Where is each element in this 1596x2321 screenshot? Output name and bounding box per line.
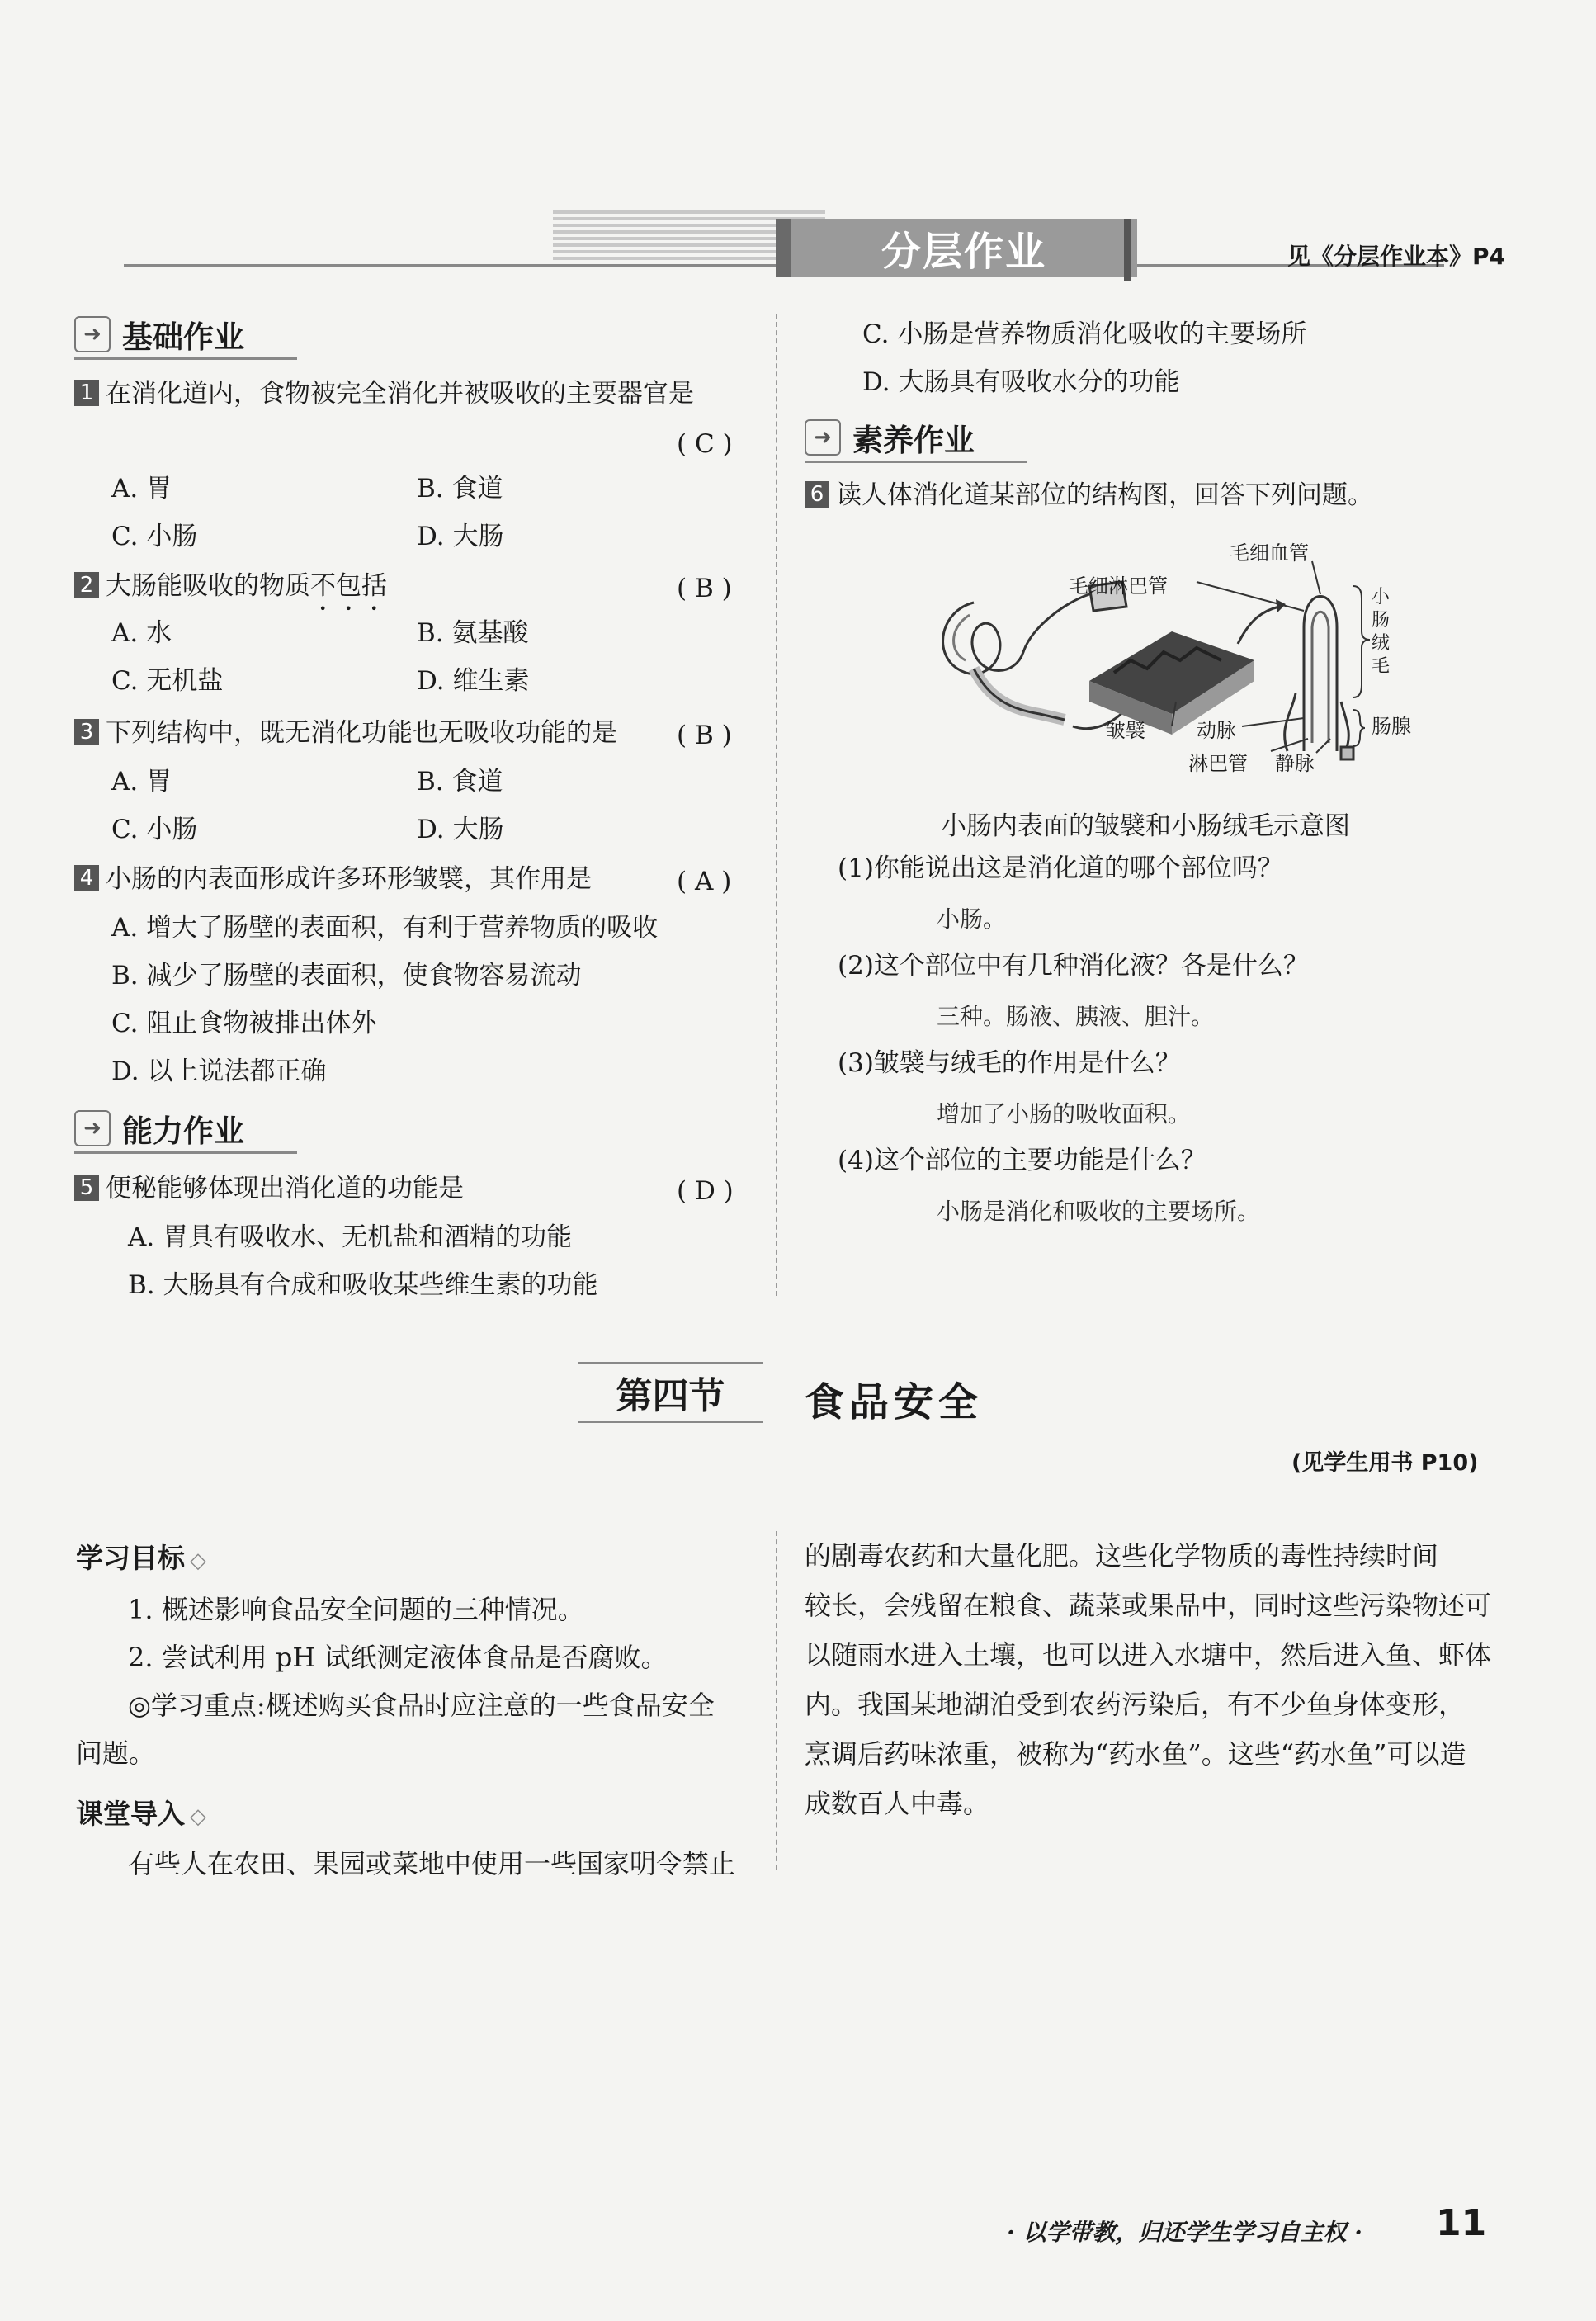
- question-2: 2 大肠能吸收的物质不包括: [74, 568, 387, 617]
- page-number: 11: [1436, 2202, 1487, 2244]
- answer-4: ( A ): [677, 867, 732, 896]
- answer-5: ( D ): [677, 1176, 734, 1206]
- banner-bar: [1124, 219, 1131, 281]
- option: B. 食道: [417, 474, 503, 503]
- lesson-ref: (见学生用书 P10): [1291, 1450, 1479, 1476]
- option: A. 增大了肠壁的表面积，有利于营养物质的吸收: [111, 913, 659, 943]
- lesson-divider: [776, 1531, 777, 1870]
- option: C. 阻止食物被排出体外: [111, 1009, 377, 1038]
- option: C. 小肠: [111, 815, 198, 844]
- answer-3: ( B ): [677, 721, 732, 750]
- subq-1-answer: 小肠。: [937, 905, 1007, 933]
- option: D. 维生素: [417, 666, 530, 696]
- label-fold: 皱襞: [1106, 719, 1145, 742]
- goals-heading: 学习目标 ◇: [76, 1542, 206, 1574]
- answer-1: ( C ): [677, 429, 733, 459]
- banner: [124, 186, 1506, 285]
- subq-4: (4)这个部位的主要功能是什么？: [838, 1146, 1206, 1175]
- option: D. 大肠具有吸收水分的功能: [862, 367, 1180, 397]
- intestine-figure: [924, 537, 1411, 776]
- option: D. 大肠: [417, 815, 504, 844]
- option: A. 胃: [111, 474, 172, 503]
- option: C. 无机盐: [111, 666, 224, 696]
- subq-1: (1)你能说出这是消化道的哪个部位吗？: [838, 853, 1283, 883]
- arrow-2: [1238, 607, 1279, 644]
- subq-3: (3)皱襞与绒毛的作用是什么？: [838, 1048, 1181, 1078]
- gland-brace: [1353, 710, 1365, 746]
- label-capillary: 毛细血管: [1230, 541, 1309, 565]
- section-basic: ➜ 基础作业: [74, 314, 322, 355]
- subq-4-answer: 小肠是消化和吸收的主要场所。: [937, 1198, 1261, 1225]
- label-villus: 小 肠 绒 毛: [1372, 587, 1391, 677]
- option: B. 大肠具有合成和吸收某些维生素的功能: [128, 1270, 598, 1300]
- answer-2: ( B ): [677, 574, 732, 603]
- focus-line-2: 问题。: [76, 1737, 156, 1769]
- label-artery: 动脉: [1197, 719, 1236, 742]
- villus-brace: [1353, 586, 1370, 697]
- lesson-section: 第四节: [578, 1362, 763, 1423]
- label-gland: 肠腺: [1372, 715, 1411, 738]
- label-vein: 静脉: [1275, 752, 1315, 775]
- option: A. 胃具有吸收水、无机盐和酒精的功能: [128, 1222, 573, 1252]
- intro-right: 的剧毒农药和大量化肥。这些化学物质的毒性持续时间 较长，会残留在粮食、蔬菜或果品中，同时这些污染物还可 以随雨水进入土壤，也可以进入水塘中，然后进入鱼、虾体 内。我国某地湖泊受到农药污染后，有不少鱼身体变形， 烹调后药味浓重，被称为“药水鱼”。这些“药水鱼”可以造 成数百人中毒。: [805, 1540, 1492, 1819]
- option: A. 水: [111, 618, 172, 648]
- label-lymph-capillary: 毛细淋巴管: [1069, 574, 1168, 598]
- question-1: 1 在消化道内，食物被完全消化并被吸收的主要器官是: [74, 376, 694, 412]
- question-3: 3 下列结构中，既无消化功能也无吸收功能的是: [74, 715, 617, 751]
- figure-caption: 小肠内表面的皱襞和小肠绒毛示意图: [941, 811, 1350, 841]
- question-6: 6 读人体消化道某部位的结构图，回答下列问题。: [805, 477, 1373, 513]
- diamond-icon: ◇: [190, 1804, 206, 1829]
- section-literacy: ➜ 素养作业: [805, 417, 1052, 458]
- banner-title-box: [776, 219, 1137, 277]
- goal: 1. 概述影响食品安全问题的三种情况。: [128, 1594, 584, 1625]
- footer-slogan: · 以学带教，归还学生学习自主权 ·: [1007, 2219, 1362, 2246]
- arrow-icon: ➜: [805, 419, 841, 456]
- subq-3-answer: 增加了小肠的吸收面积。: [937, 1100, 1192, 1127]
- goal: 2. 尝试利用 pH 试纸测定液体食品是否腐败。: [128, 1642, 668, 1673]
- option: A. 胃: [111, 767, 172, 797]
- arrow-icon: ➜: [74, 1110, 111, 1146]
- option: D. 大肠: [417, 522, 504, 551]
- lesson-title: 食品安全: [805, 1379, 984, 1425]
- label-lymph: 淋巴管: [1188, 752, 1248, 775]
- banner-ref: 见《分层作业本》P4: [1287, 243, 1506, 270]
- column-divider: [776, 314, 777, 1296]
- question-4: 4 小肠的内表面形成许多环形皱襞，其作用是: [74, 861, 592, 897]
- option: B. 氨基酸: [417, 618, 529, 648]
- subq-2: (2)这个部位中有几种消化液？各是什么？: [838, 951, 1309, 981]
- focus-line-1: ◎学习重点:概述购买食品时应注意的一些食品安全: [128, 1690, 715, 1721]
- diamond-icon: ◇: [190, 1548, 206, 1573]
- option: C. 小肠: [111, 522, 198, 551]
- subq-2-answer: 三种。肠液、胰液、胆汁。: [937, 1003, 1215, 1030]
- option: B. 减少了肠壁的表面积，使食物容易流动: [111, 961, 582, 990]
- option: C. 小肠是营养物质消化吸收的主要场所: [862, 319, 1307, 349]
- intro-left: 有些人在农田、果园或菜地中使用一些国家明令禁止: [128, 1848, 736, 1879]
- option: B. 食道: [417, 767, 503, 797]
- intro-heading: 课堂导入 ◇: [76, 1798, 206, 1830]
- section-ability: ➜ 能力作业: [74, 1108, 322, 1149]
- question-5: 5 便秘能够体现出消化道的功能是: [74, 1170, 464, 1207]
- option: D. 以上说法都正确: [111, 1057, 327, 1086]
- villus: [1285, 597, 1353, 760]
- arrow-icon: ➜: [74, 316, 111, 352]
- banner-title: 分层作业: [881, 228, 1046, 275]
